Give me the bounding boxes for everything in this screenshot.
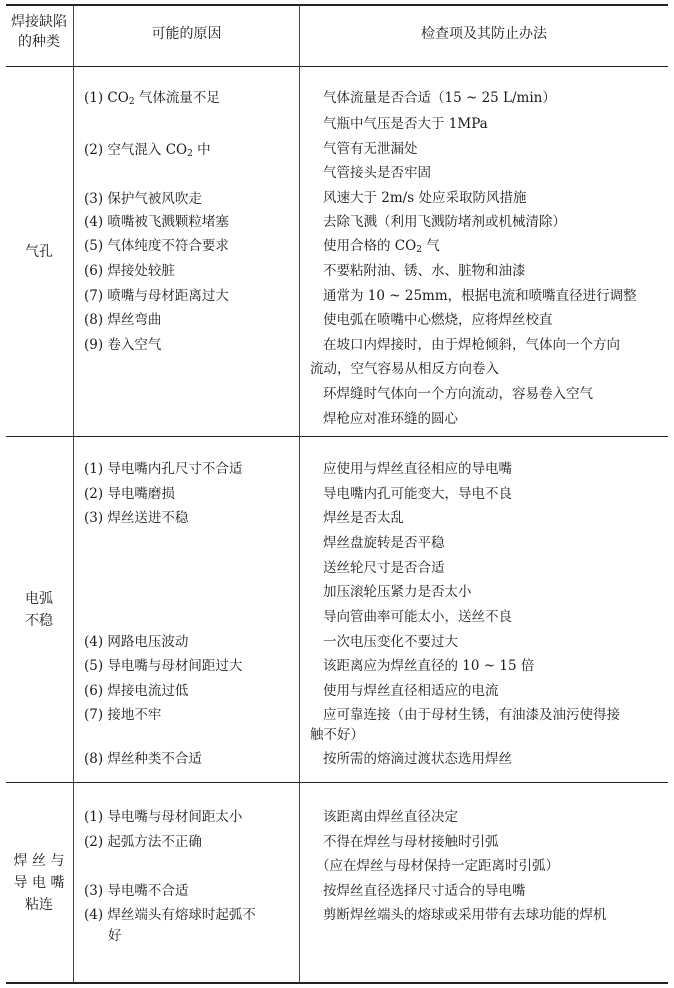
category-line: 电弧	[25, 591, 53, 607]
section-rule-2	[6, 782, 668, 783]
category-line: 不稳	[25, 613, 53, 629]
remedy-item: 触不好）	[310, 727, 364, 743]
cause-item: (3) 保护气被风吹走	[84, 191, 202, 207]
header-defect-type-line: 焊接缺陷	[11, 14, 67, 30]
remedy-item: 使用合格的 $CO_2$ 气	[323, 238, 440, 255]
remedy-item: 气管有无泄漏处	[323, 141, 418, 157]
category-line: 焊 丝 与	[13, 853, 65, 869]
cause-item: (5) 气体纯度不符合要求	[84, 238, 229, 254]
remedy-item: 焊枪应对准环缝的圆心	[323, 411, 458, 427]
cause-item: (2) 导电嘴磨损	[84, 486, 175, 502]
column-divider-1	[73, 5, 74, 983]
category-arc-instability	[6, 588, 72, 632]
cause-item: (1) 导电嘴内孔尺寸不合适	[84, 461, 243, 477]
remedy-item: 气瓶中气压是否大于 1MPa	[323, 116, 488, 132]
header-defect-type-line: 的种类	[18, 34, 60, 50]
remedy-item: （应在焊丝与母材保持一定距离时引弧）	[316, 858, 559, 874]
remedy-item: 风速大于 2m/s 处应采取防风措施	[323, 190, 527, 206]
cause-item: (4) 喷嘴被飞溅颗粒堵塞	[84, 214, 229, 230]
remedy-item: 导向管曲率可能太小，送丝不良	[323, 609, 512, 625]
remedy-item: 流动，空气容易从相反方向卷入	[310, 361, 499, 377]
cause-item: (1) $CO_2$ 气体流量不足	[84, 90, 220, 107]
remedy-item: 气管接头是否牢固	[323, 165, 431, 181]
cause-item: (2) 起弧方法不正确	[84, 834, 202, 850]
category-line: 导 电 嘴	[13, 875, 65, 891]
remedy-item: 应可靠连接（由于母材生锈，有油漆及油污使得接	[323, 707, 620, 723]
remedy-item: 气体流量是否合适（15 ~ 25 L/min）	[323, 90, 556, 106]
cause-item: (6) 焊接电流过低	[84, 683, 189, 699]
remedy-item: 按焊丝直径选择尺寸适合的导电嘴	[323, 883, 526, 899]
header-defect-type	[6, 12, 72, 52]
bottom-rule	[6, 982, 668, 984]
category-line: 粘连	[25, 897, 53, 913]
remedy-item: 使电弧在喷嘴中心燃烧，应将焊丝校直	[323, 312, 553, 328]
cause-item: (5) 导电嘴与母材间距过大	[84, 658, 243, 674]
remedy-item: 剪断焊丝端头的熔球或采用带有去球功能的焊机	[323, 907, 607, 923]
cause-item: (4) 网路电压波动	[84, 634, 189, 650]
remedy-item: 通常为 10 ~ 25mm，根据电流和喷嘴直径进行调整	[323, 288, 637, 304]
cause-item: (8) 焊丝弯曲	[84, 312, 162, 328]
cause-item: (3) 焊丝送进不稳	[84, 510, 189, 526]
remedy-item: 在坡口内焊接时，由于焊枪倾斜，气体向一个方向	[323, 337, 620, 353]
cause-item: (2) 空气混入 $CO_2$ 中	[84, 142, 211, 159]
cause-item: (6) 焊接处较脏	[84, 263, 175, 279]
section-rule-1	[6, 436, 668, 437]
cause-item: (7) 喷嘴与母材距离过大	[84, 288, 229, 304]
header-rule	[6, 66, 668, 67]
remedy-item: 应使用与焊丝直径相应的导电嘴	[323, 461, 512, 477]
header-possible-cause: 可能的原因	[151, 26, 222, 42]
cause-item: 好	[108, 928, 122, 944]
cause-item: (3) 导电嘴不合适	[84, 883, 189, 899]
column-divider-2	[299, 5, 300, 983]
category-porosity	[6, 241, 72, 263]
remedy-item: 导电嘴内孔可能变大，导电不良	[323, 486, 512, 502]
cause-item: (1) 导电嘴与母材间距太小	[84, 809, 243, 825]
cause-item: (7) 接地不牢	[84, 707, 162, 723]
remedy-item: 去除飞溅（利用飞溅防堵剂或机械清除）	[323, 214, 566, 230]
cause-item: (8) 焊丝种类不合适	[84, 751, 202, 767]
remedy-item: 按所需的熔滴过渡状态选用焊丝	[323, 751, 512, 767]
cause-item: (4) 焊丝端头有熔球时起弧不	[84, 907, 256, 923]
remedy-item: 使用与焊丝直径相适应的电流	[323, 683, 499, 699]
remedy-item: 不要粘附油、锈、水、脏物和油漆	[323, 263, 526, 279]
category-wire-tip-sticking	[6, 850, 72, 916]
remedy-item: 该距离应为焊丝直径的 10 ~ 15 倍	[323, 658, 535, 674]
remedy-item: 该距离由焊丝直径决定	[323, 809, 458, 825]
header-remedy: 检查项及其防止办法	[421, 26, 547, 42]
remedy-item: 加压滚轮压紧力是否太小	[323, 584, 472, 600]
remedy-item: 焊丝是否太乱	[323, 510, 404, 526]
category-line: 气孔	[25, 244, 53, 260]
cause-item: (9) 卷入空气	[84, 337, 162, 353]
remedy-item: 焊丝盘旋转是否平稳	[323, 535, 445, 551]
remedy-item: 一次电压变化不要过大	[323, 634, 458, 650]
remedy-item: 送丝轮尺寸是否合适	[323, 560, 445, 576]
top-rule	[6, 4, 668, 6]
remedy-item: 环焊缝时气体向一个方向流动，容易卷入空气	[323, 386, 593, 402]
remedy-item: 不得在焊丝与母材接触时引弧	[323, 834, 499, 850]
